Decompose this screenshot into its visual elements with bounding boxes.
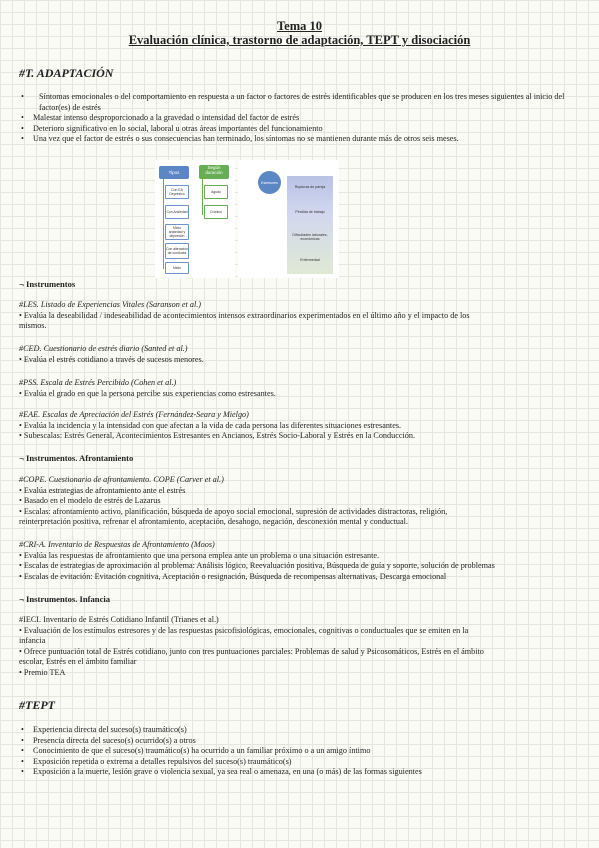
- duracion-item: Crónico: [204, 205, 228, 219]
- ieci-line: • Ofrece puntuación total de Estrés cotidiano, junto con tres puntuaciones parciales: Problemas de salud y Psicosomáticos, Estrés en el ámbito: [19, 647, 579, 658]
- duracion-header: Según duración: [199, 165, 229, 179]
- les-line: • Evalúa la deseabilidad / indeseabilidad de acontecimientos intensos extraordinarios experimentados en el último año y el impacto de los: [19, 311, 579, 322]
- les-title: #LES. Listado de Experiencias Vitales (Saranson et al.): [19, 300, 201, 309]
- estresor-item: Pérdida de trabajo: [295, 209, 325, 214]
- eae-line: • Subescalas: Estrés General, Acontecimientos Estresantes en Ancianos, Estrés Socio-Laboral y Estrés en la Conducción.: [19, 431, 579, 442]
- eae-block: [19, 410, 579, 442]
- cri-line: • Escalas de estrategias de aproximación al problema: Análisis lógico, Reevaluación positiva, Búsqueda de guía y soporte, solución de problemas: [19, 561, 579, 572]
- instrumentos-heading: ¬ Instrumentos: [19, 279, 76, 289]
- tept-list: [19, 725, 574, 778]
- afrontamiento-heading: ¬ Instrumentos. Afrontamiento: [19, 453, 134, 463]
- cri-line: • Evalúa las respuestas de afrontamiento que una persona emplea ante un problema o una situación estresante.: [19, 551, 579, 562]
- ieci-title: #IECI. Inventario de Estrés Cotidiano Infantil (Trianes et al.): [19, 615, 219, 624]
- pss-block: [19, 378, 579, 399]
- cope-line: • Evalúa estrategias de afrontamiento ante el estrés: [19, 486, 579, 497]
- estresores-circle: Estresores: [258, 171, 281, 194]
- pss-title: #PSS. Escala de Estrés Percibido (Cohen et al.): [19, 378, 177, 387]
- eae-line: • Evalúa la incidencia y la intensidad con que afectan a la vida de cada persona las diferentes situaciones estresantes.: [19, 421, 579, 432]
- cope-block: [19, 475, 579, 528]
- tipos-header: Tipos: [159, 166, 189, 179]
- ced-title: #CED. Cuestionario de estrés diario (Santed et al.): [19, 344, 188, 353]
- ieci-line: • Evaluación de los estímulos estresores y de las respuestas psicofisiológicas, emocionales, cognitivas o conductuales que se emiten en la: [19, 626, 579, 637]
- cope-line-cont: reinterpretación positiva, refrenar el afrontamiento, aceptación, desahogo, negación, desconexión mental y conductual.: [19, 517, 408, 527]
- list-item: • Síntomas emocionales o del comportamiento en respuesta a un factor o factores de estrés identificables que se producen en los tres meses siguientes al inicio del factor(es) de estrés: [19, 92, 574, 113]
- tipo-item: Con Ansiedad: [165, 205, 189, 219]
- tipo-item: Mixto ansiedad y depresión: [165, 224, 189, 240]
- topic-title: Evaluación clínica, trastorno de adaptación, TEPT y disociación: [128, 33, 471, 47]
- ieci-line-cont: escolar, Estrés en el ámbito familiar: [19, 657, 137, 667]
- les-block: [19, 300, 579, 332]
- cri-line: • Escalas de evitación: Evitación cognitiva, Aceptación o resignación, Búsqueda de recompensas alternativas, Descarga emocional: [19, 572, 579, 583]
- topic-number: Tema 10: [276, 19, 323, 33]
- ieci-line-cont: infancia: [19, 636, 46, 646]
- infancia-heading: ¬ Instrumentos. Infancia: [19, 594, 111, 604]
- ieci-block: [19, 615, 579, 679]
- ieci-line: • Premio TEA: [19, 668, 579, 679]
- list-item: • Exposición repetida o extrema a detalles repulsivos del suceso(s) traumático(s): [19, 757, 574, 768]
- estresor-item: Enfermedad: [300, 257, 320, 262]
- tipo-item: Mixto: [165, 262, 189, 274]
- cri-title: #CRI-A. Inventario de Respuestas de Afrontamiento (Moos): [19, 540, 215, 549]
- cri-block: [19, 540, 579, 582]
- tipo-item: Con alteración de conducta: [165, 243, 189, 259]
- list-item: • Presencia directa del suceso(s) ocurrido(s) a otros: [19, 736, 574, 747]
- list-item: • Experiencia directa del suceso(s) traumático(s): [19, 725, 574, 736]
- cope-line: • Basado en el modelo de estrés de Lazarus: [19, 496, 579, 507]
- estresor-item: Dificultades laborales, económicas: [292, 232, 328, 241]
- list-item: • Una vez que el factor de estrés o sus consecuencias han terminado, los síntomas no se mantienen durante más de otros seis meses.: [19, 134, 574, 145]
- les-line-cont: mismos.: [19, 321, 47, 331]
- duracion-item: Agudo: [204, 185, 228, 199]
- list-item: • Conocimiento de que el suceso(s) traumático(s) ha ocurrido a un familiar próximo o a un amigo íntimo: [19, 746, 574, 757]
- diagram-types: [155, 160, 235, 278]
- estresor-item: Rupturas de pareja: [294, 184, 326, 189]
- adaptacion-heading: #T. ADAPTACIÓN: [19, 66, 114, 80]
- adaptacion-list: [19, 92, 574, 145]
- title-block: [0, 19, 599, 48]
- list-item: • Malestar intenso desproporcionado a la gravedad o intensidad del factor de estrés: [19, 113, 574, 124]
- cope-line: • Escalas: afrontamiento activo, planificación, búsqueda de apoyo social emocional, supresión de actividades distractoras, religión,: [19, 507, 579, 518]
- ced-block: [19, 344, 579, 365]
- list-item: • Deterioro significativo en lo social, laboral u otras áreas importantes del funcionamiento: [19, 124, 574, 135]
- cope-title: #COPE. Cuestionario de afrontamiento. COPE (Carver et al.): [19, 475, 224, 484]
- eae-title: #EAE. Escalas de Apreciación del Estrés (Fernández-Seara y Mielgo): [19, 410, 249, 419]
- pss-line: • Evalúa el grado en que la persona percibe sus experiencias como estresantes.: [19, 389, 579, 400]
- list-item: • Exposición a la muerte, lesión grave o violencia sexual, ya sea real o amenaza, en una (o más) de las formas siguientes: [19, 767, 574, 778]
- tipo-item: Con EA Depresivo: [165, 185, 189, 199]
- ced-line: • Evalúa el estrés cotidiano a través de sucesos menores.: [19, 355, 579, 366]
- tept-heading: #TEPT: [19, 698, 55, 712]
